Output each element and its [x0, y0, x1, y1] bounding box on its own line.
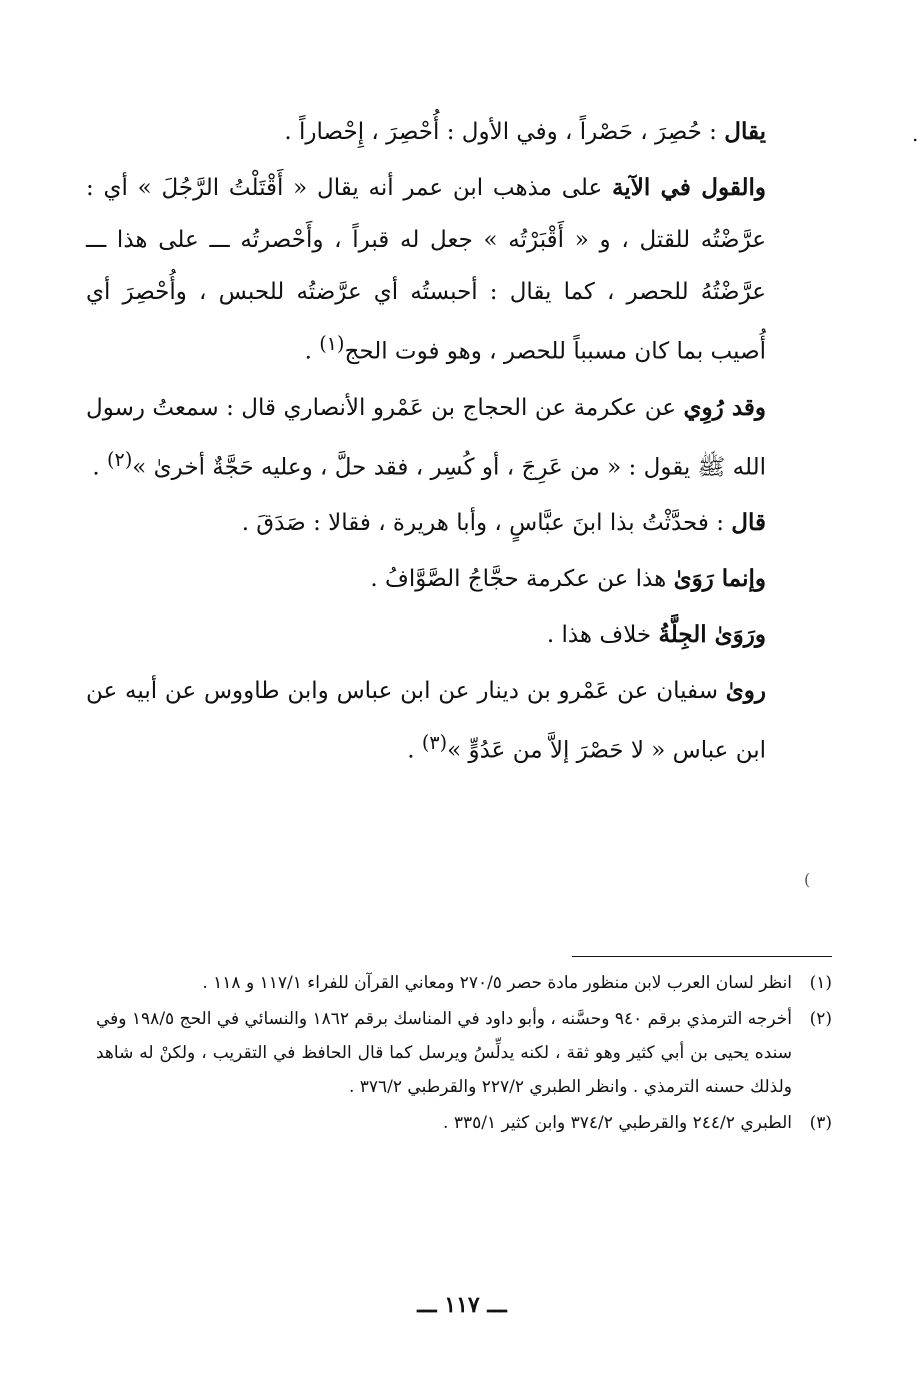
paragraph-text: : حُصِرَ ، حَصْراً ، وفي الأول : أُحْصِرَ ، إِحْصاراً . [284, 119, 725, 145]
paragraph-2 [86, 162, 766, 378]
lead-word: وإنما رَوَىٰ [673, 565, 766, 593]
lead-word: يقال [724, 118, 766, 145]
footnote-text: أخرجه الترمذي برقم ٩٤٠ وحسَّنه ، وأبو داود في المناسك برقم ١٨٦٢ والنسائي في الحج ١٩٨/٥ وفي سنده يحيى بن أبي كثير وهو ثقة ، لكنه يدلِّسُ ويرسل كما قال الحافظ في التقريب ، ولكنْ له شاهد ولذلك حسنه الترمذي . وانظر الطبري ٢٢٧/٢ والقرطبي ٣٧٦/٢ . [96, 1009, 793, 1097]
lead-word: ورَوَىٰ الجِلَّةُ [658, 621, 766, 649]
footnote-ref: (٣) [421, 731, 448, 755]
footnote-text: الطبري ٢٤٤/٢ والقرطبي ٣٧٤/٢ وابن كثير ٣٣٥/١ . [443, 1113, 792, 1133]
paragraph-6 [86, 609, 766, 661]
paragraph-text: خلاف هذا . [546, 622, 659, 649]
footnote-ref: (١) [319, 332, 345, 355]
lead-word: قال [731, 509, 766, 537]
paragraph-text: هذا عن عكرمة حجَّاجُ الصَّوَّافُ . [370, 566, 674, 593]
paragraph-4 [86, 497, 766, 549]
paragraph-text: عن عكرمة عن الحجاج بن عَمْرو الأنصاري قال : سمعتُ رسول الله ﷺ يقول : « من عَرِجَ ، أو كُسِر ، فقد حلَّ ، وعليه حَجَّةٌ أخرىٰ » [86, 394, 766, 481]
paragraph-1 [86, 106, 766, 158]
footnote-text: انظر لسان العرب لابن منظور مادة حصر ٢٧٠/٥ ومعاني القرآن للفراء ١١٧/١ و ١١٨ . [202, 973, 792, 993]
paragraph-7 [86, 665, 766, 777]
paragraph-text: على مذهب ابن عمر أنه يقال « أَقْتَلْتُ الرَّجُلَ » أي : عرَّضْتُه للقتل ، و « أَقْبَرْتُه » جعل له قبراً ، وأَحْصرتُه ـــ على هذا ـــ عرَّضْتُهُ للحصر ، كما يقال : أحبستُه أي عرَّضتُه للحبس ، وأُحْصِرَ أي أُصيب بما كان مسبباً للحصر ، وهو فوت الحج [86, 175, 766, 365]
paragraph-text: سفيان عن عَمْرو بن دينار عن ابن عباس وابن طاووس عن أبيه عن ابن عباس « لا حَصْرَ إلاَّ من عَدُوٍّ » [86, 678, 766, 764]
paragraph-end: . [92, 454, 108, 481]
lead-word: روىٰ [725, 677, 766, 705]
paragraph-text: : فحدَّثْتُ بذا ابنَ عبَّاسٍ ، وأبا هريرة ، فقالا : صَدَقَ . [241, 510, 732, 537]
paragraph-end: . [304, 338, 320, 365]
footnote-number: (٢) [809, 1009, 832, 1029]
page-number: ـــ ١١٧ ـــ [417, 1292, 507, 1318]
paragraph-3 [86, 382, 766, 494]
footnote-1 [96, 966, 832, 1000]
footnote-2 [96, 1002, 832, 1104]
footnote-separator [572, 956, 832, 957]
paragraph-end: . [407, 737, 422, 764]
footnote-3 [96, 1106, 832, 1140]
main-text [86, 106, 766, 777]
footnote-number: (٣) [809, 1113, 832, 1133]
stray-mark: ( [804, 870, 811, 889]
margin-mark: . [912, 122, 919, 146]
lead-word: وقد رُوِي [683, 393, 767, 421]
lead-word: والقول في الآية [611, 174, 766, 201]
footnote-ref: (٢) [107, 447, 133, 471]
paragraph-5 [86, 553, 766, 605]
footnote-number: (١) [809, 973, 832, 993]
footnotes [96, 966, 832, 1142]
